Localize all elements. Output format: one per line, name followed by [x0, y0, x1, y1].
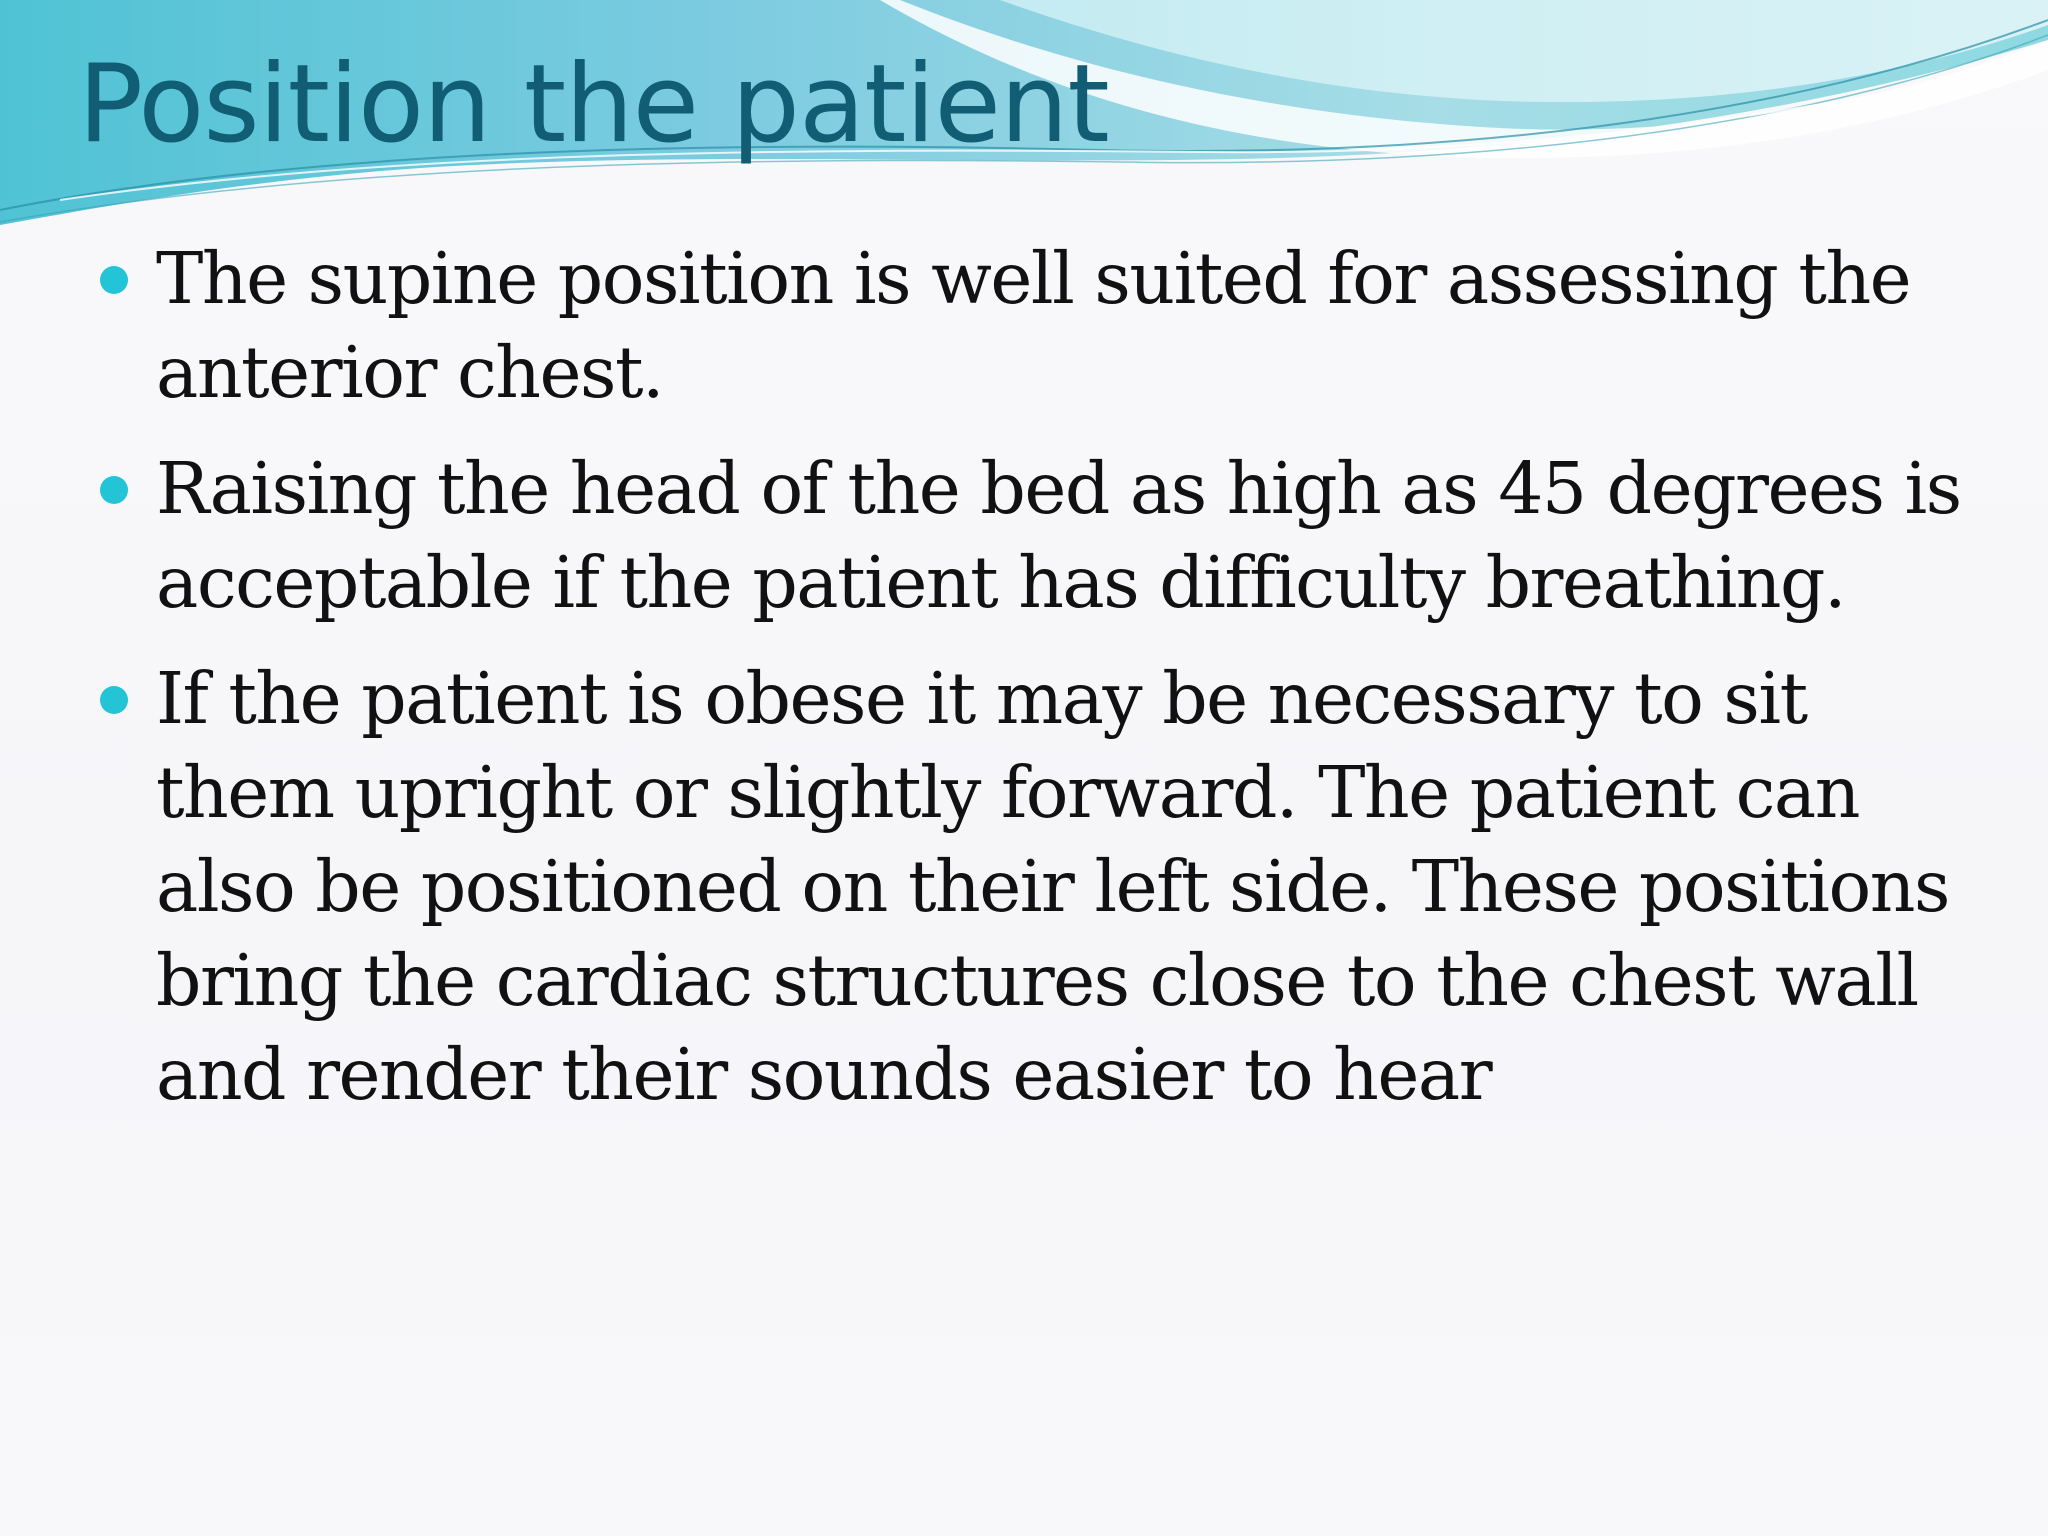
bullet-icon [100, 686, 128, 714]
bullet-text: The supine position is well suited for assessing the anterior chest. [156, 237, 1911, 414]
bullet-item-obese [98, 652, 1988, 1122]
bullet-list [98, 232, 1988, 1144]
slide-title: Position the patient [78, 42, 1109, 167]
bullet-icon [100, 266, 128, 294]
bullet-icon [100, 476, 128, 504]
bullet-text: If the patient is obese it may be necessary to sit them upright or slightly forward. The patient can also be positioned on their left side. These positions bring the cardiac structures close to the chest wall and render their sounds easier to hear [156, 657, 1949, 1116]
bullet-item-supine [98, 232, 1988, 420]
bullet-text: Raising the head of the bed as high as 45 degrees is acceptable if the patient has difficulty breathing. [156, 447, 1961, 624]
bullet-item-raise-head [98, 442, 1988, 630]
